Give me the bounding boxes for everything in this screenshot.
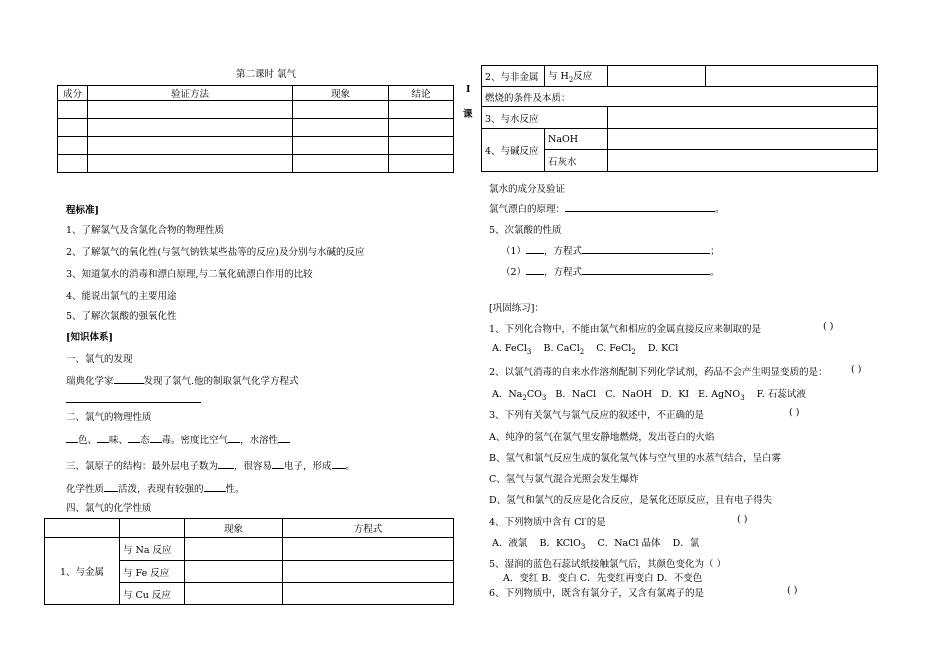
page-title: 第二课时 氯气 xyxy=(236,69,297,80)
atom-structure-line: 三、氯原子的结构：最外层电子数为 ，很容易 电子，形成 。 xyxy=(66,461,356,472)
table-row xyxy=(58,137,454,155)
standards-item: 1、了解氯气及含氯化合物的物理性质 xyxy=(66,225,225,236)
discovery-line: 瑞典化学家 发现了氯气.他的制取氯气化学方程式 xyxy=(66,376,299,387)
row-label: NaOH xyxy=(545,129,608,150)
question-3: 3、下列有关氯气与氯气反应的叙述中，不正确的是 xyxy=(489,410,705,421)
table-header: 方程式 xyxy=(283,519,454,538)
verification-table xyxy=(57,85,454,173)
answer-paren: ( ) xyxy=(823,321,834,332)
hclo-title: 5、次氯酸的性质 xyxy=(489,225,562,236)
table-row xyxy=(58,101,454,119)
row-label: 3、与水反应 xyxy=(482,107,608,129)
answer-paren: ( ) xyxy=(737,514,748,525)
physical-properties-line: 色、 味、 态 毒。密度比空气 ，水溶性 xyxy=(66,432,290,446)
table-row xyxy=(58,155,454,173)
table-row xyxy=(482,87,878,107)
table-header: 结论 xyxy=(389,86,454,101)
row-label: 4、与碱反应 xyxy=(482,129,545,172)
standards-item: 4、能说出氯气的主要用途 xyxy=(66,291,177,302)
option-line: A、纯净的氢气在氯气里安静地燃烧，发出苍白的火焰 xyxy=(489,432,715,443)
row-label: 与 Na 反应 xyxy=(120,538,185,561)
group-label: 1、与金属 xyxy=(45,538,120,605)
section-title: 一、氯气的发现 xyxy=(66,354,133,365)
table-row xyxy=(58,119,454,137)
table-header: 现象 xyxy=(293,86,389,101)
row-label: 与 Fe 反应 xyxy=(120,561,185,583)
question-6: 6、下列物质中，既含有氯分子，又含有氯离子的是 xyxy=(489,588,705,599)
chlorine-water-line: 氯水的成分及验证 xyxy=(489,184,566,195)
table-row xyxy=(482,129,878,150)
row-label: 与 $H_2$反应 xyxy=(545,66,608,87)
bleach-line: 氯气漂白的原理： 。 xyxy=(489,204,725,215)
table-row xyxy=(45,538,454,561)
hclo-line: （1） ，方程式 ； xyxy=(501,246,720,257)
metal-reaction-table xyxy=(44,518,454,605)
answer-paren: ( ) xyxy=(851,364,862,375)
standards-item: 3、知道氯水的消毒和漂白原理,与二氧化硫漂白作用的比较 xyxy=(66,269,313,280)
reaction-table xyxy=(481,65,878,172)
standards-heading: 程标准] xyxy=(66,205,99,216)
knowledge-heading: [知识体系] xyxy=(66,332,113,343)
option-line: C、氢气与氯气混合光照会发生爆炸 xyxy=(489,474,639,485)
answer-line xyxy=(66,396,201,403)
answer-paren: ( ) xyxy=(787,585,798,596)
table-header: 成分 xyxy=(58,86,88,101)
section-title: 二、氯气的物理性质 xyxy=(66,412,152,423)
table-row xyxy=(482,66,878,87)
hclo-line: （2） ，方程式 。 xyxy=(501,267,720,278)
options-1: A. FeCl$_3$ B. CaCl$_2$ C. FeCl$_2$ D. KCl xyxy=(492,343,679,356)
question-4: 4、下列物质中含有 Cl-的是 xyxy=(489,514,606,528)
table-header: 现象 xyxy=(185,519,283,538)
table-header: 验证方法 xyxy=(88,86,293,101)
option-line: D、氢气和氯气的反应是化合反应，是氧化还原反应，且有电子得失 xyxy=(489,495,773,506)
answer-paren: ( ) xyxy=(789,407,800,418)
row-label: 石灰水 xyxy=(545,150,608,172)
options-4: A．液氯 B．KClO$_3$ C．NaCl 晶体 D．氯 xyxy=(492,538,700,551)
margin-mark: 课 xyxy=(463,109,473,120)
row-label: 2、与非金属 xyxy=(482,66,545,87)
question-1: 1、下列化合物中，不能由氯气和相应的金属直接反应来制取的是 xyxy=(489,324,762,335)
options-2: A．$Na_2CO_3$ B．NaCl C．NaOH D．KI E. AgNO$_3$ F. 石蕊试液 xyxy=(492,389,806,402)
chemical-activity-line: 化学性质 活泼，表现有较强的 性。 xyxy=(66,484,245,495)
table-row xyxy=(482,107,878,129)
row-label: 与 Cu 反应 xyxy=(120,583,185,605)
row-label: 燃烧的条件及本质： xyxy=(482,87,878,107)
margin-mark: I xyxy=(466,84,471,95)
standards-item: 5、了解次氯酸的强氧化性 xyxy=(66,311,177,322)
standards-item: 2、了解氯气的氧化性(与氢气钠铁某些盐等的反应)及分别与水碱的反应 xyxy=(66,247,365,258)
options-5: A．变红 B．变白 C．先变红再变白 D．不变色 xyxy=(503,573,703,584)
practice-heading: [巩固练习]： xyxy=(489,303,544,314)
section-title: 四、氯气的化学性质 xyxy=(66,503,152,514)
question-2: 2、以氯气消毒的自来水作溶剂配制下列化学试剂，药品不会产生明显变质的是： xyxy=(489,367,828,378)
question-5: 5、湿润的蓝色石蕊试纸接触氯气后，其颜色变化为（ ） xyxy=(489,559,727,570)
option-line: B、氢气和氯气反应生成的氯化氢气体与空气里的水蒸气结合，呈白雾 xyxy=(489,453,781,464)
